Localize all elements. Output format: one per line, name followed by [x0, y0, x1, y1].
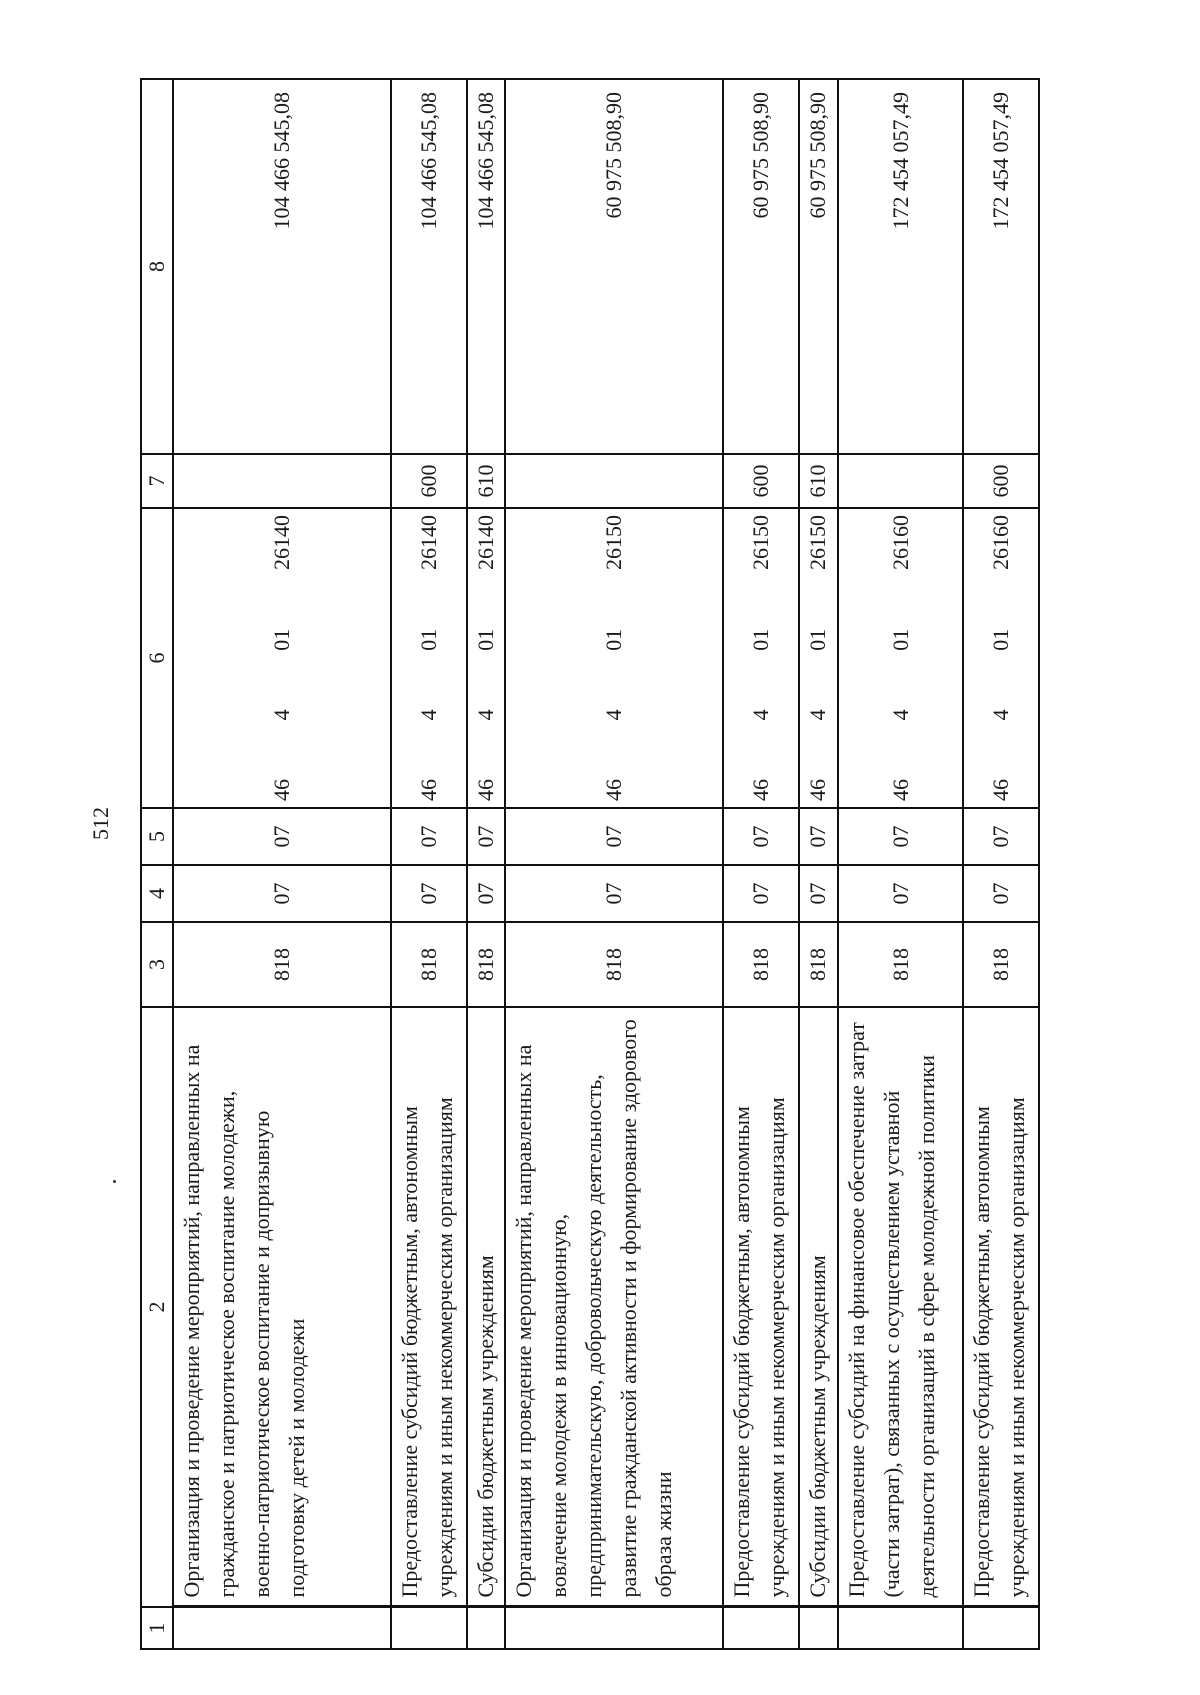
table-row: [505, 79, 723, 1649]
subsection-code-cell: 07: [799, 808, 838, 865]
row-name-cell: Организация и проведение мероприятий, направленных на гражданское и патриотическое воспитание молодежи, военно-патриотическое воспитание и допризывную подготовку детей и молодежи: [173, 1007, 391, 1607]
page-number: 512: [88, 807, 113, 840]
row-number-cell: [838, 1607, 964, 1649]
subsection-code-cell: 07: [838, 808, 964, 865]
amount-cell: 60 975 508,90: [723, 79, 798, 454]
header-col-5: 5: [141, 808, 173, 865]
target-event-code: 01: [472, 628, 498, 651]
scan-speck: [113, 1180, 116, 1183]
target-direction-code: 26150: [748, 515, 774, 571]
subsection-code-cell: 07: [467, 808, 506, 865]
expense-type-cell: [505, 454, 723, 508]
target-program-code: 46: [601, 779, 627, 801]
rotated-table-container: [140, 80, 1040, 1650]
expense-type-cell: [173, 454, 391, 508]
target-item-cell: [963, 508, 1039, 808]
header-col-7: 7: [141, 454, 173, 508]
amount-cell: 104 466 545,08: [391, 79, 466, 454]
target-subprogram-code: 4: [269, 709, 295, 721]
target-program-code: 46: [748, 779, 774, 801]
target-program-code: 46: [805, 779, 831, 801]
section-code-cell: 07: [467, 865, 506, 922]
target-item-cell: [799, 508, 838, 808]
header-col-3: 3: [141, 922, 173, 1007]
target-subprogram-code: 4: [748, 709, 774, 721]
header-col-8: 8: [141, 79, 173, 454]
section-code-cell: 07: [799, 865, 838, 922]
department-code-cell: 818: [505, 922, 723, 1007]
row-name-cell: Предоставление субсидий бюджетным, автономным учреждениям и иным некоммерческим организациям: [963, 1007, 1039, 1607]
table-row: [799, 79, 838, 1649]
target-event-code: 01: [887, 628, 913, 651]
target-program-code: 46: [472, 779, 498, 801]
department-code-cell: 818: [391, 922, 466, 1007]
target-program-code: 46: [887, 779, 913, 801]
target-item-cell: [391, 508, 466, 808]
target-item-cell: [173, 508, 391, 808]
target-item-cell: [723, 508, 798, 808]
table-body: [173, 79, 1039, 1649]
target-direction-code: 26160: [887, 515, 913, 571]
target-program-code: 46: [415, 779, 441, 801]
target-subprogram-code: 4: [887, 709, 913, 721]
table-row: [467, 79, 506, 1649]
amount-cell: 60 975 508,90: [799, 79, 838, 454]
target-subprogram-code: 4: [415, 709, 441, 721]
expense-type-cell: 600: [963, 454, 1039, 508]
department-code-cell: 818: [723, 922, 798, 1007]
section-code-cell: 07: [838, 865, 964, 922]
target-direction-code: 26140: [415, 515, 441, 571]
department-code-cell: 818: [963, 922, 1039, 1007]
header-row: [141, 79, 173, 1649]
section-code-cell: 07: [173, 865, 391, 922]
target-subprogram-code: 4: [601, 709, 627, 721]
target-subprogram-code: 4: [988, 709, 1014, 721]
row-number-cell: [173, 1607, 391, 1649]
amount-cell: 172 454 057,49: [963, 79, 1039, 454]
target-direction-code: 26160: [988, 515, 1014, 571]
table-row: [723, 79, 798, 1649]
row-name-cell: Предоставление субсидий бюджетным, автономным учреждениям и иным некоммерческим организациям: [723, 1007, 798, 1607]
target-direction-code: 26150: [805, 515, 831, 571]
section-code-cell: 07: [723, 865, 798, 922]
table-row: [838, 79, 964, 1649]
section-code-cell: 07: [963, 865, 1039, 922]
subsection-code-cell: 07: [173, 808, 391, 865]
amount-cell: 104 466 545,08: [173, 79, 391, 454]
target-event-code: 01: [415, 628, 441, 651]
row-name-cell: Предоставление субсидий бюджетным, автономным учреждениям и иным некоммерческим организациям: [391, 1007, 466, 1607]
section-code-cell: 07: [505, 865, 723, 922]
expense-type-cell: 600: [723, 454, 798, 508]
target-event-code: 01: [601, 628, 627, 651]
header-col-4: 4: [141, 865, 173, 922]
target-direction-code: 26140: [269, 515, 295, 571]
target-event-code: 01: [269, 628, 295, 651]
subsection-code-cell: 07: [505, 808, 723, 865]
header-col-6: 6: [141, 508, 173, 808]
target-subprogram-code: 4: [805, 709, 831, 721]
table-row: [963, 79, 1039, 1649]
target-item-cell: [505, 508, 723, 808]
subsection-code-cell: 07: [391, 808, 466, 865]
row-number-cell: [467, 1607, 506, 1649]
row-number-cell: [963, 1607, 1039, 1649]
target-event-code: 01: [988, 628, 1014, 651]
target-direction-code: 26150: [601, 515, 627, 571]
department-code-cell: 818: [838, 922, 964, 1007]
row-number-cell: [723, 1607, 798, 1649]
department-code-cell: 818: [173, 922, 391, 1007]
target-item-cell: [838, 508, 964, 808]
department-code-cell: 818: [467, 922, 506, 1007]
row-name-cell: Предоставление субсидий на финансовое обеспечение затрат (части затрат), связанных с осуществлением уставной деятельности организаций в сфере молодежной политики: [838, 1007, 964, 1607]
amount-cell: 104 466 545,08: [467, 79, 506, 454]
target-event-code: 01: [748, 628, 774, 651]
budget-table: [140, 78, 1040, 1650]
expense-type-cell: [838, 454, 964, 508]
subsection-code-cell: 07: [723, 808, 798, 865]
amount-cell: 172 454 057,49: [838, 79, 964, 454]
subsection-code-cell: 07: [963, 808, 1039, 865]
expense-type-cell: 610: [467, 454, 506, 508]
section-code-cell: 07: [391, 865, 466, 922]
row-number-cell: [505, 1607, 723, 1649]
expense-type-cell: 600: [391, 454, 466, 508]
table-row: [173, 79, 391, 1649]
row-number-cell: [799, 1607, 838, 1649]
amount-cell: 60 975 508,90: [505, 79, 723, 454]
table-row: [391, 79, 466, 1649]
target-subprogram-code: 4: [472, 709, 498, 721]
row-name-cell: Субсидии бюджетным учреждениям: [799, 1007, 838, 1607]
expense-type-cell: 610: [799, 454, 838, 508]
target-event-code: 01: [805, 628, 831, 651]
target-program-code: 46: [988, 779, 1014, 801]
target-program-code: 46: [269, 779, 295, 801]
row-number-cell: [391, 1607, 466, 1649]
target-item-cell: [467, 508, 506, 808]
row-name-cell: Субсидии бюджетным учреждениям: [467, 1007, 506, 1607]
target-direction-code: 26140: [472, 515, 498, 571]
header-col-2: 2: [141, 1007, 173, 1607]
department-code-cell: 818: [799, 922, 838, 1007]
header-col-1: 1: [141, 1607, 173, 1649]
row-name-cell: Организация и проведение мероприятий, направленных на вовлечение молодежи в инновационную, предпринимательскую, добровольческую деятельность, развитие гражданской активности и формирование здорового образа жизни: [505, 1007, 723, 1607]
